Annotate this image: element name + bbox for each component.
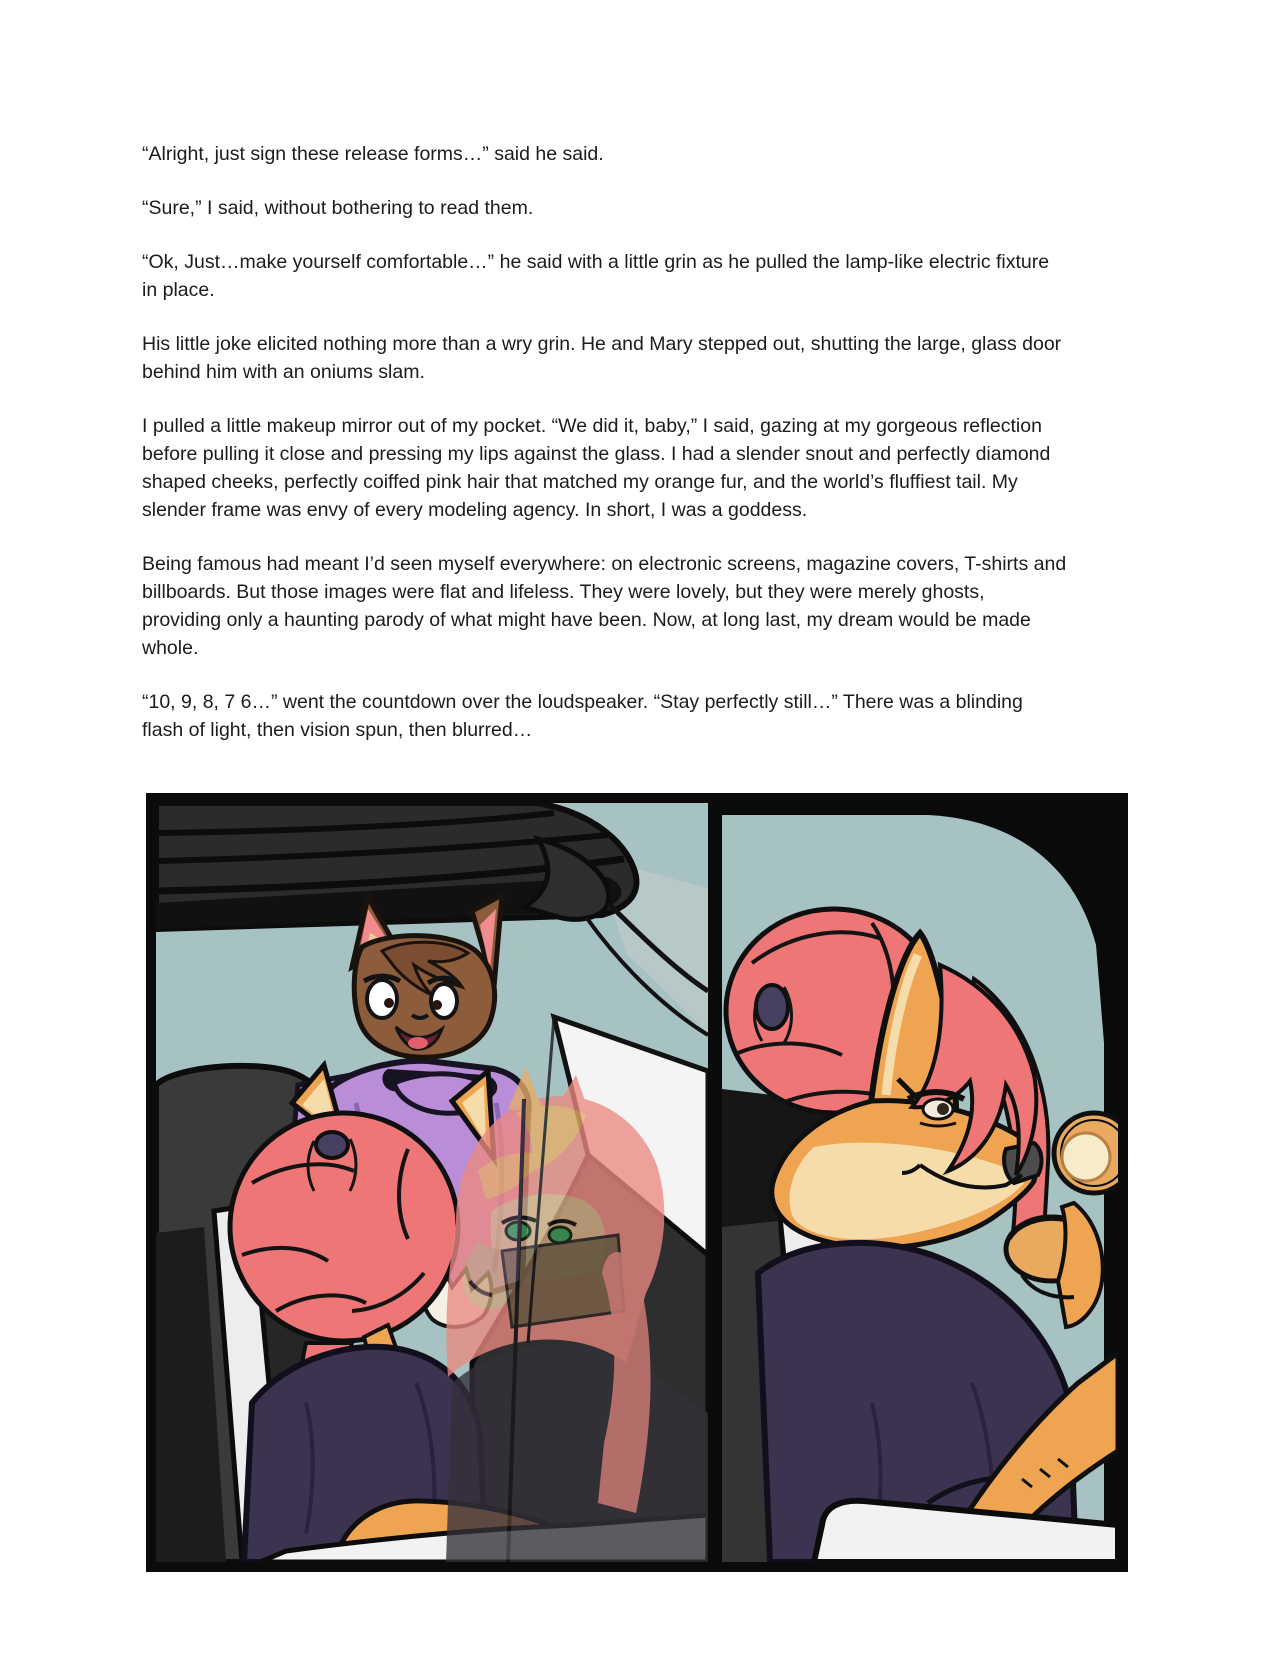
story-paragraph-7: “10, 9, 8, 7 6…” went the countdown over the loudspeaker. “Stay perfectly still…” There was a blinding flash of light, then vision spun, then blurred… (142, 691, 1023, 741)
mouse-left-eye (367, 980, 397, 1018)
right-panel (722, 803, 1128, 1562)
comic-illustration (146, 793, 1128, 1572)
story-paragraph-4: His little joke elicited nothing more than a wry grin. He and Mary stepped out, shutting the large, glass door behind him with an oniums slam. (142, 333, 1062, 383)
story-paragraph-1: “Alright, just sign these release forms…” said he said. (142, 143, 604, 165)
story-paragraph-3: “Ok, Just…make yourself comfortable…” he said with a little grin as he pulled the lamp-like electric fixture in place. (142, 251, 1050, 301)
story-paragraph-6: Being famous had meant I’d seen myself everywhere: on electronic screens, magazine covers, T-shirts and billboards. But those images were flat and lifeless. They were lovely, but they were merely ghosts, providing only a haunting parody of what might have been. Now, at long last, my dream would be made whole. (142, 553, 1067, 659)
left-panel (156, 803, 708, 1562)
story-paragraph-2: “Sure,” I said, without bothering to read them. (142, 197, 534, 219)
story-text (142, 140, 1067, 770)
hair-tie (316, 1132, 348, 1158)
compact-mirror-glass (1062, 1133, 1110, 1181)
comic-svg (146, 793, 1128, 1572)
story-paragraph-5: I pulled a little makeup mirror out of my pocket. “We did it, baby,” I said, gazing at my gorgeous reflection before pulling it close and pressing my lips against the glass. I had a slender snout and perfectly diamond shaped cheeks, perfectly coiffed pink hair that matched my orange fur, and the world’s fluffiest tail. My slender frame was envy of every modeling agency. In short, I was a goddess. (142, 415, 1051, 521)
